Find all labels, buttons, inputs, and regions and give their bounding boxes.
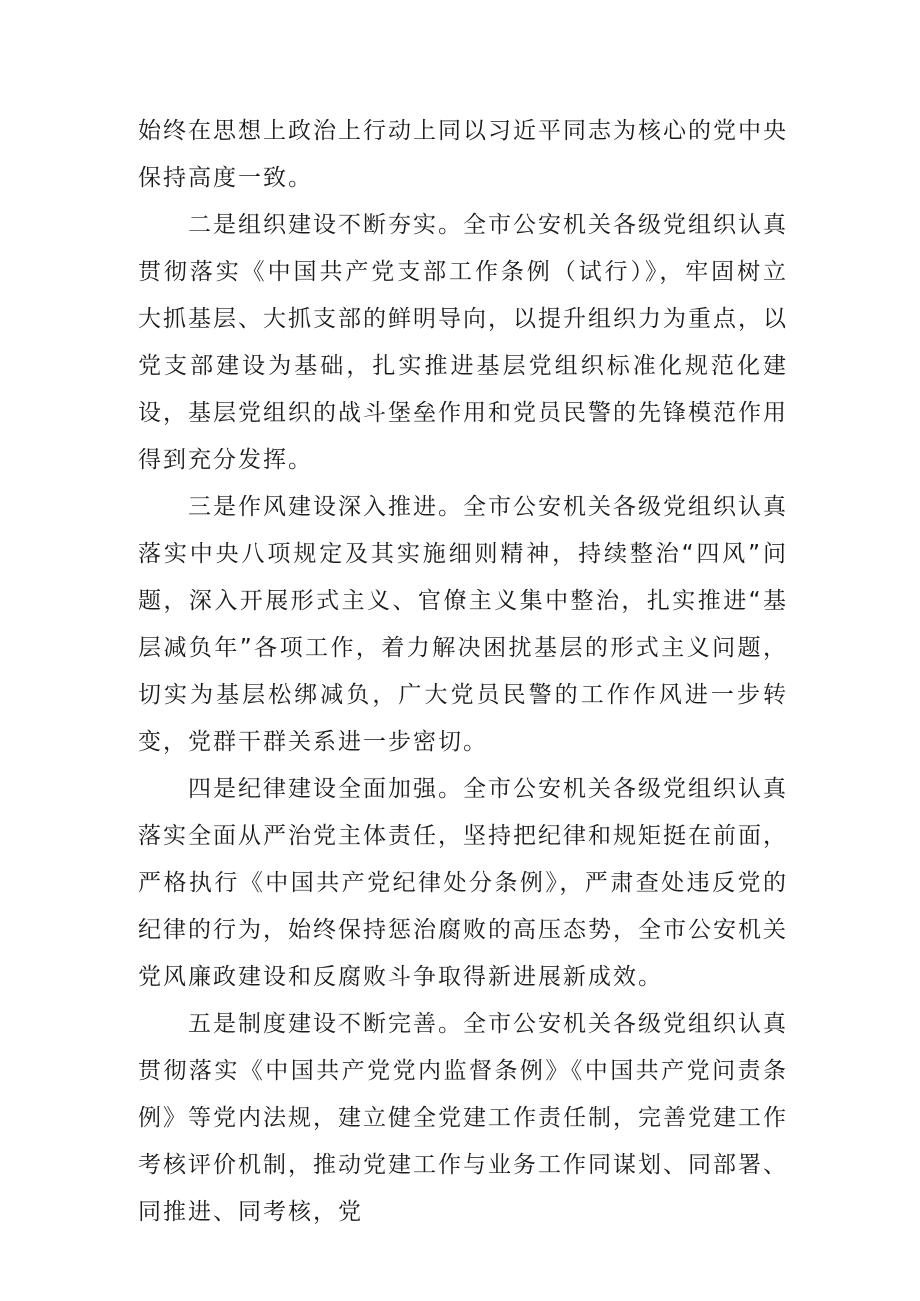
paragraph-work-style-building: 三是作风建设深入推进。全市公安机关各级党组织认真落实中央八项规定及其实施细则精神，持续整治“四风”问题，深入开展形式主义、官僚主义集中整治，扎实推进“基层减负年”各项工作，着力解决困扰基层的形式主义问题，切实为基层松绑减负，广大党员民警的工作作风进一步转变，党群干群关系进一步密切。 bbox=[138, 494, 788, 755]
paragraph-continuation: 始终在思想上政治上行动上同以习近平同志为核心的党中央保持高度一致。 bbox=[138, 118, 788, 191]
paragraph-institution-building: 五是制度建设不断完善。全市公安机关各级党组织认真贯彻落实《中国共产党党内监督条例》《中国共产党问责条例》等党内法规，建立健全党建工作责任制，完善党建工作考核评价机制，推动党建工作与业务工作同谋划、同部署、同推进、同考核，党 bbox=[138, 1011, 788, 1225]
paragraph-discipline-building: 四是纪律建设全面加强。全市公安机关各级党组织认真落实全面从严治党主体责任，坚持把纪律和规矩挺在前面，严格执行《中国共产党纪律处分条例》，严肃查处违反党的纪律的行为，始终保持惩治腐败的高压态势，全市公安机关党风廉政建设和反腐败斗争取得新进展新成效。 bbox=[138, 776, 788, 990]
document-body bbox=[138, 108, 788, 1236]
paragraph-organization-building: 二是组织建设不断夯实。全市公安机关各级党组织认真贯彻落实《中国共产党支部工作条例（试行）》，牢固树立大抓基层、大抓支部的鲜明导向，以提升组织力为重点，以党支部建设为基础，扎实推进基层党组织标准化规范化建设，基层党组织的战斗堡垒作用和党员民警的先锋模范作用得到充分发挥。 bbox=[138, 212, 788, 473]
